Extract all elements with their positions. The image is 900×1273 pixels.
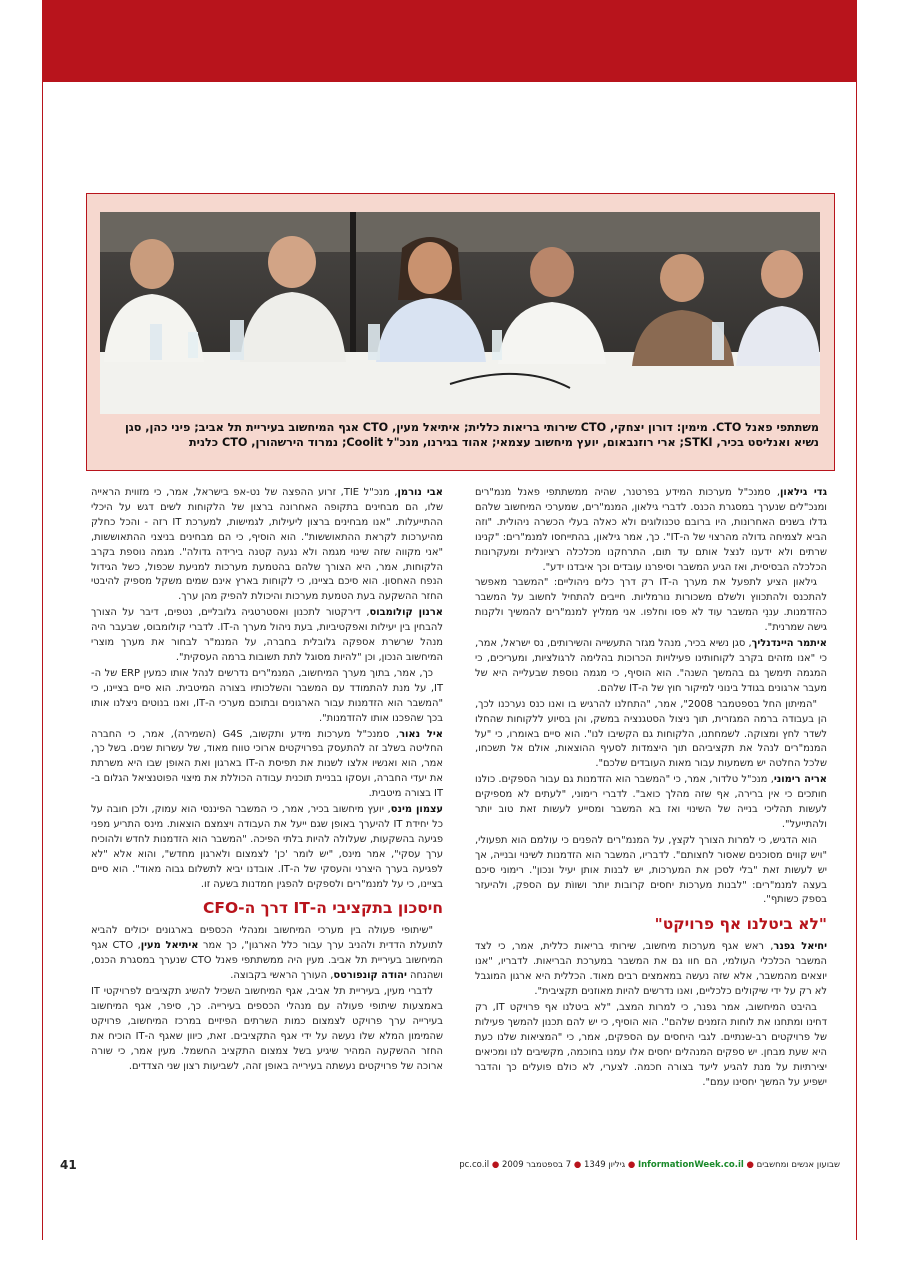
page-frame-left — [42, 0, 43, 1240]
separator-dot: ● — [746, 1160, 754, 1170]
site-link[interactable]: InformationWeek.co.il — [637, 1160, 744, 1170]
paragraph: איתמר היינדנליך, סגן נשיא בכיר, מנהל מגזר התעשייה והשירותים, נס ישראל, אמר, כי "אנו מזהים בקרב לקוחותינו פעילויות הכרוכות בהלימה לרגולציות, ומעריכים, כי המגמה תימשך גם בהמשך השנה". הוא הוסיף, כי מגמה נוספת שבעלייה היא של מעבר ארגונים בגודל בינוני למיקור חוץ של ה-IT שלהם. — [475, 638, 828, 694]
photo-box — [86, 193, 835, 471]
speaker-name: גדי גילאון — [779, 487, 827, 498]
separator-dot: ● — [573, 1160, 582, 1170]
paragraph: אריה רימוני, מנכ"ל טלדור, אמר, כי "המשבר הוא הזדמנות גם עבור הספקים. כולנו חותכים כי אין ברירה, אף שזה מהלך כואב". לדברי רימוני, "לעתים לא מספיקים לעשות תהליכי בנייה של השינוי ואז בא המשבר ומסייע לעשות זאת טוב יותר ולהתייעל". — [475, 774, 827, 830]
caption-line-1: משתתפי פאנל CTO. מימין: דורון יצחקי, CTO שירותי בריאות כללית; איתיאל מעין, CTO אגף המיחשוב בעיריית תל אביב; פיני כהן, סגן — [124, 421, 819, 434]
caption-line-2: נשיא ואנליסט בכיר, STKI; ארי רוזנבאום, יועץ מיחשוב עצמאי; אהוד בגירנו, מנכ"ל Coolit; נמרוד הירשהורן, CTO כלנית — [189, 436, 819, 449]
photo-caption — [101, 420, 819, 450]
speaker-name: אבי נורמן — [397, 487, 443, 498]
paragraph: כך, אמר, בתוך מערך המיחשוב, המנמ"רים נדרשים לנהל אותו כמעין ERP של ה-IT, על מנת להתמודד עם המשבר והשלכותיו בצורה המיטבית. הוא סיים בציינו, כי "המשבר הוא הזדמנות עבור הארגונים ובתוכם מערכי ה-IT, ואנו בנוטים ניצלנו אותו בכך שהפכנו אותו להזדמנות". — [91, 667, 443, 724]
speaker-name: איתמר היינדנליך — [751, 638, 828, 650]
separator-dot: ● — [491, 1160, 500, 1170]
paragraph: הוא הדגיש, כי למרות הצורך לקצץ, על המנמ"רים להפנים כי עולמם הוא תפעולי, "ויש קווים מסוכנים שאסור לחצותם". לדבריו, המשבר הוא הזדמנות לשינוי ובנייה, אך יש לעשות זאת "בלי לסכן את המערכות, יש לבנות אותן יעיל ונכון". רימוני סיכם בעצה למנמ"רים: "לבנות מערכות יחסים קרובות יותר ושווֹת עם הספק, ולהיעזר בספק כשותף". — [475, 834, 827, 906]
paragraph: "שיתופי פעולה בין מערכי המיחשוב ומנהלי הכספים בארגונים יכולים להביא לתועלת הדדית ולהניב ערך עבור כלל הארגון", כך אמר איתיאל מעין, CTO אגף המיחשוב בעיריית תל אביב. מעין היה ממשתתפי פאנל CTO שנערך במסגרת הכנס, ושהנחה יהודה קונפורטס, העורך הראשי בקבוצה. — [91, 925, 444, 982]
article-column-left — [91, 486, 443, 1076]
paragraph: "המיתון החל בספטמבר 2008", אמר, "התחלנו להרגיש בו ואנו כנס נערכנו לכך, הן בעבודה ברמה המגזרית, תוך ניצול הסטגנציה במשק, והן בסיוע ללקוחות שהחלו לשדר לחץ ומצוקה. לשמחתנו, הלקוחות גם הקשיבו לנו". הוא סיים באומרו, כי "על המנמ"רים לנהל את תקציביהם תוך היצמדות לסעיף ההוצאות, אולם אל תשכחו, שלכל החלטה יש משמעות עבור מאות העובדים שלכם". — [475, 698, 827, 770]
speaker-name: איתיאל מעין — [140, 940, 199, 952]
page-footer — [60, 1160, 840, 1174]
paragraph: אבי נורמן, מנכ"ל TIE, זרוע ההפצה של נט-אפ בישראל, אמר, כי מזווית הראייה שלו, הם מבחינים בתקופה האחרונה ברצון של הלקוחות לשים דגש על היכלי ההתייעלות. "אנו מבחינים ברצון ליעילות, לגמישות, למערכת IT רזה - והכל כחלק מהיערכות לקראת ההתאוששות". הוא הוסיף, כי הם מבחינים בניצני ההתאוששות, "אני מקווה שזה שינוי מגמה ולא נגעה קטנה בירידה גדולה". מגמה נוספת בקרב הלקוחות, אמר, היא הצורך שלהם בהטמעת מערכות למניעת שכפול, כשל הגידול הנפח האחסון. הוא סיכם בציינו, כי לקוחות בארץ אינם שמים משקל מספיק להיבטי החזר ההשקעה בעת הטמעת מערכות והיכולת להפיק מהן ערך. — [91, 487, 443, 603]
page-number: 41 — [60, 1158, 77, 1172]
paragraph: בהיבט המיחשוב, אמר גפנר, כי למרות המצב, "לא ביטלנו אף פרויקט IT, רק דחינו ומתחנו את לוחות הזמנים שלהם". הוא הוסיף, כי יש להם תכנון להמשך פעילות של פרויקטים רב-שנתיים. לגבי היחסים עם הספקים, אמר, כי "המציאות שלנו כעת היא שעת מבחן. יש ספקים המנהלים יחסים אלו עמנו בחוכמה, מקשיבים לנו ומכיאים יצירתיות על מנת להגיע ליעד בצורה חכמה. לצערי, לא כולם פועלים כך והדבר ישפיע על המשך יחסינו עמם". — [475, 1002, 827, 1088]
speaker-name: יחיאל גפנר — [773, 941, 827, 953]
paragraph: ארנון קולומבוס, דירקטור לתכנון ואסטרטגיה גלובליים, נטפים, דיבר על הצורך להבחין בין יעילות ואפקטיביות, בעת ניהול מערך ה-IT. לדברי קולומבוס, שבעבר היה מנהל שרשרת אספקה גלובלית בחברה, על המנמ"ר לבחור את מערך מוצרי המיחשוב הנכון, וכן "להיות מסוגל לתת תשובות ברמה העסקית". — [91, 607, 443, 663]
issue-date: 7 בספטמבר 2009 — [501, 1160, 572, 1170]
paragraph: יחיאל גפנר, ראש אגף מערכות מיחשוב, שירותי בריאות כללית, אמר, כי לצד המשבר הכלכלי העולמי, הם חוו גם את המשבר במערכת הבריאות. לדבריו, "אנו יוצאים מהמשבר, אלא שזה נעשה במאמצים רבים מאוד. הכללית היא ארגון המוגבל לא רק על ידי שיקולים כלכליים, ואנו נדרשים להיות מאוזנים תקציבית". — [475, 941, 827, 998]
paragraph: איל נאור, סמנכ"ל מערכות מידע ותקשוב, G4S (השמירה), אמר, כי החברה החליטה בשלב זה להתעסק בפרויקטים ארוכי טווח מאוד, של עשרות שנים. בשל כך, אמר, הוא ואנשיו אלצו לשנות את תפיסת ה-IT בארגון ואת האופן שבו היא משרתת את יעדי החברה, ועסקו בבניית תוכנית עבודה הכוללת את מיצוי הפוטנציאל הגלום ב-IT בצורה מיטבית. — [91, 728, 443, 800]
paragraph: לדברי מעין, בעיריית תל אביב, אגף המיחשוב השכיל להשיג תקציבים לפרויקטי IT באמצעות שיתופי פעולה עם מנהלי הכספים בעירייה. כך, סיפר, אגף המיחשוב בעירייה ערך פרויקט לצמצום כמות השרתים הפיזיים במרכז המיחשוב, פרויקט שהמימון המלא שלו נעשה על ידי אגף התקציבים. זאת, כיוון שאגף ה-IT הוכיח את החזר ההשקעה המהיר שיגיע בשל צמצום התקציב החשמל. מעין אמר, כי שורה ארוכה של פרויקטים נעשתה בעירייה באופן זהה, לשביעות רצון שני הצדדים. — [91, 986, 443, 1072]
speaker-name: יהודה קונפורטס — [333, 970, 407, 982]
section-heading: "לא ביטלנו אף פרויקט" — [654, 915, 827, 934]
speaker-name: אריה רימוני — [773, 774, 827, 786]
paragraph: גדי גילאון, סמנכ"ל מערכות המידע בפרטנר, שהיה ממשתתפי פאנל מנמ"רים ומנכ"לים שנערך במסגרת הכנס. לדברי גילאון, המנמ"רים, שמערכי המיחשוב שלהם גדלו בשנים האחרונות, היו ברובם טכנולוגים ולא כאלה בעלי הכשרה ניהולית. "וזה הביא לצמיחה גדולה מהרצוי של ה-IT". כך, אמר גילאון, בהתייחסו למנמ"רים: "קנינו שרתים ולא ידענו לנצל אותם עד תום, התרחקנו מכלכלה רציונלית ומעקרונות הכלכלה הבסיסית, ואז הגיע המשבר וסיפרנו עובדים וכך איבדנו ידע". — [475, 487, 827, 573]
publication-name: שבועון אנשים ומחשבים — [756, 1160, 840, 1170]
panel-photo-illustration — [100, 212, 820, 414]
issue-number: גיליון 1349 — [584, 1160, 626, 1170]
page-frame-right — [856, 0, 857, 1240]
speaker-name: עצמון מינס — [390, 804, 443, 816]
header-band — [42, 0, 857, 82]
paragraph: עצמון מינס, יועץ מיחשוב בכיר, אמר, כי המשבר הפיננסי הוא עמוק, ולכן חובה על כל יחידת IT להיערך באופן שגם ייעל את העבודה ויצמצם הוצאות. מינס התריע מפני פגיעה בהשקעות, שעלולה להיות בלתי הפיכה. "המשבר הוא הזדמנות לחדש ולהוכיח ערך עסקי", אמר מינס, "יש לומר 'כן' לצמצום ולארגון מחדש", והוא אלא "לא לפגיעה בערך היצרני והעסקי של ה-IT. אובדנו יביא לתשלום גבוה מאוד". הוא סיים בציינו, כי על למנמ"רים ולספקים להפגין חמדנות בשעה זו. — [91, 804, 443, 890]
footer-meta — [459, 1160, 840, 1170]
panel-photo — [100, 212, 820, 414]
article-column-right — [475, 486, 827, 1091]
speaker-name: איל נאור — [399, 728, 443, 740]
section-heading: חיסכון בתקציבי ה-IT דרך ה-CFO — [203, 899, 443, 918]
speaker-name: ארנון קולומבוס — [369, 607, 443, 619]
separator-dot: ● — [627, 1160, 636, 1170]
site-link[interactable]: pc.co.il — [459, 1160, 490, 1170]
paragraph: גילאון הציע לתפעל את מערך ה-IT רק דרך כלים ניהוליים: "המשבר מאפשר להתכנס ולהתכווץ ולשלם משכורות נורמליות. חייבים להתחיל לחשוב על המשבר כהזדמנות. עננֵי המשבר עוד לא פסו וחלפו. אני ממליץ למנמ"רים להמשיך ולקנות גישה שמרנית". — [475, 577, 827, 634]
